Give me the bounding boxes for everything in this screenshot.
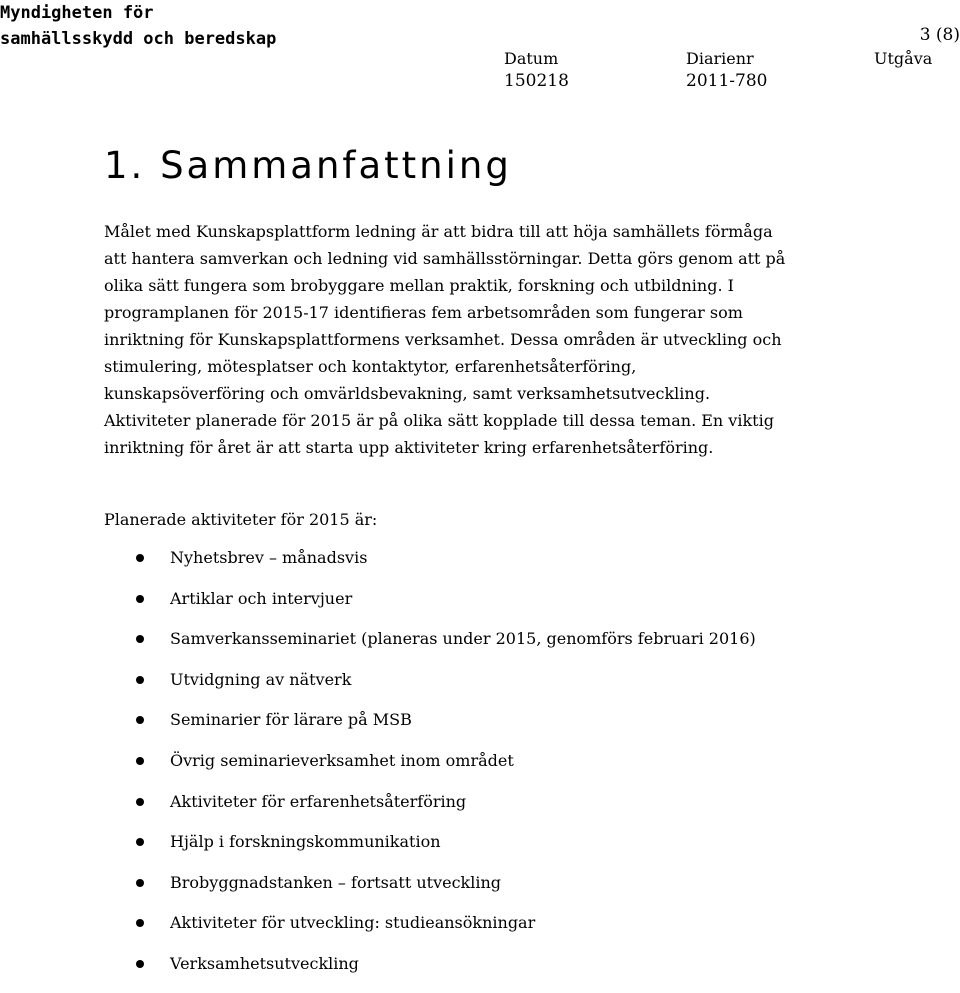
bullet-icon <box>136 960 144 968</box>
agency-name-line-2: samhällsskydd och beredskap <box>0 29 277 49</box>
section-heading: 1. Sammanfattning <box>104 144 512 187</box>
list-item-text: Brobyggnadstanken – fortsatt utveckling <box>170 872 502 892</box>
agency-name <box>0 0 276 52</box>
meta-utgava <box>874 48 932 70</box>
utgava-label: Utgåva <box>874 49 933 68</box>
list-item-text: Samverkansseminariet (planeras under 2015, genomförs februari 2016) <box>170 629 756 649</box>
bullet-icon <box>136 879 144 887</box>
datum-value: 150218 <box>504 71 569 91</box>
list-item-text: Aktiviteter för utveckling: studieansökningar <box>170 913 536 933</box>
list-item <box>136 911 756 952</box>
activity-list <box>136 546 756 993</box>
list-item-text: Utvidgning av nätverk <box>170 669 352 689</box>
list-item-text: Verksamhetsutveckling <box>170 953 359 973</box>
bullet-icon <box>136 919 144 927</box>
bullet-icon <box>136 554 144 562</box>
list-item <box>136 952 756 993</box>
bullet-icon <box>136 635 144 643</box>
planned-activities-label: Planerade aktiviteter för 2015 är: <box>104 510 378 529</box>
bullet-icon <box>136 798 144 806</box>
datum-label: Datum <box>504 49 559 68</box>
list-item-text: Hjälp i forskningskommunikation <box>170 832 441 852</box>
list-item <box>136 627 756 668</box>
diarienr-label: Diarienr <box>686 49 754 68</box>
list-item <box>136 830 756 871</box>
meta-diarienr <box>686 48 767 92</box>
meta-datum <box>504 48 569 92</box>
list-item <box>136 790 756 831</box>
list-item <box>136 708 756 749</box>
list-item-text: Seminarier för lärare på MSB <box>170 710 412 730</box>
list-item <box>136 668 756 709</box>
page-number: 3 (8) <box>919 25 960 45</box>
list-item <box>136 587 756 628</box>
agency-name-line-1: Myndigheten för <box>0 3 154 23</box>
diarienr-value: 2011-780 <box>686 71 768 91</box>
bullet-icon <box>136 595 144 603</box>
list-item <box>136 871 756 912</box>
list-item-text: Artiklar och intervjuer <box>170 588 353 608</box>
list-item <box>136 749 756 790</box>
bullet-icon <box>136 838 144 846</box>
list-item-text: Övrig seminarieverksamhet inom området <box>170 750 514 770</box>
bullet-icon <box>136 676 144 684</box>
list-item-text: Aktiviteter för erfarenhetsåterföring <box>170 791 467 811</box>
bullet-icon <box>136 757 144 765</box>
bullet-icon <box>136 716 144 724</box>
list-item <box>136 546 756 587</box>
summary-paragraph: Målet med Kunskapsplattform ledning är att bidra till att höja samhällets förmåga att hantera samverkan och ledning vid samhällsstörningar. Detta görs genom att på olika sätt fungera som brobyggare mellan praktik, forskning och utbildning. I programplanen för 2015-17 identifieras fem arbetsområden som fungerar som inriktning för Kunskapsplattformens verksamhet. Dessa områden är utveckling och stimulering, mötesplatser och kontaktytor, erfarenhetsåterföring, kunskapsöverföring och omvärldsbevakning, samt verksamhetsutveckling. Aktiviteter planerade för 2015 är på olika sätt kopplade till dessa teman. En viktig inriktning för året är att starta upp aktiviteter kring erfarenhetsåterföring. <box>104 222 786 457</box>
list-item-text: Nyhetsbrev – månadsvis <box>170 548 368 567</box>
